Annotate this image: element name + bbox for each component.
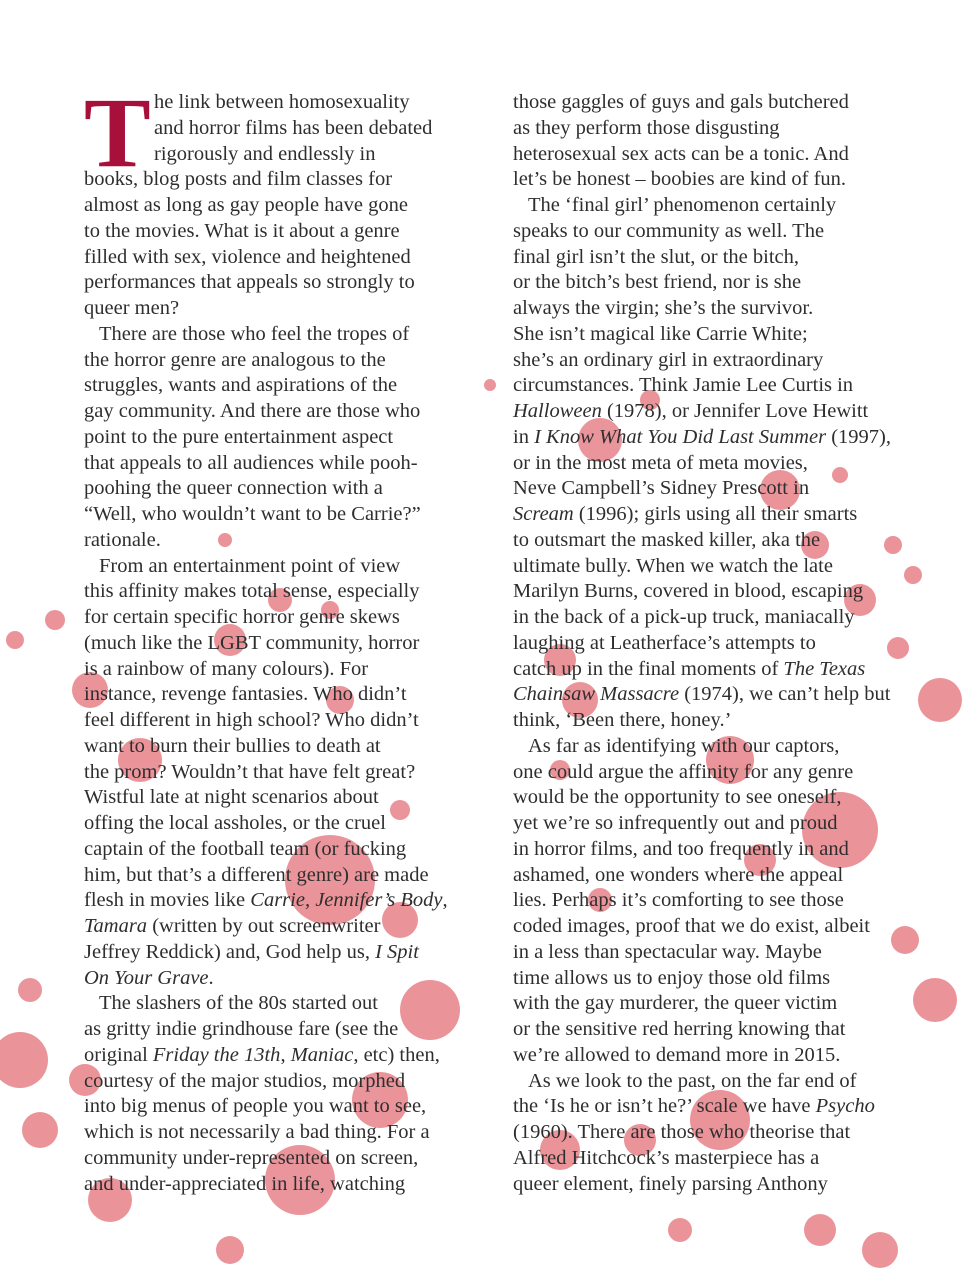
- text-line: courtesy of the major studios, morphed: [84, 1069, 406, 1092]
- text-line: and horror films has been debated: [154, 116, 433, 139]
- text-line: as they perform those disgusting: [513, 116, 780, 139]
- text-line: rigorously and endlessly in: [154, 142, 376, 165]
- text-line: offing the local assholes, or the cruel: [84, 812, 386, 834]
- text-line: him, but that’s a different genre) are made: [84, 863, 429, 886]
- text-line: lies. Perhaps it’s comforting to see those: [513, 889, 844, 912]
- text-line: or in the most meta of meta movies,: [513, 451, 808, 474]
- text-line: almost as long as gay people have gone: [84, 194, 408, 216]
- text-line: performances that appeals so strongly to: [84, 271, 415, 294]
- splatter-blob: [0, 1032, 48, 1088]
- text-line: into big menus of people you want to see,: [84, 1095, 427, 1118]
- text-line: to outsmart the masked killer, aka the: [513, 528, 821, 551]
- splatter-blob: [45, 610, 65, 630]
- text-line: ultimate bully. When we watch the late: [513, 554, 833, 577]
- splatter-blob: [216, 1236, 244, 1264]
- text-line: heterosexual sex acts can be a tonic. And: [513, 142, 849, 165]
- text-line: yet we’re so infrequently out and proud: [513, 812, 838, 834]
- text-line: queer men?: [84, 297, 180, 319]
- text-line: coded images, proof that we do exist, albeit: [513, 915, 870, 937]
- text-line: Marilyn Burns, covered in blood, escaping: [513, 580, 864, 603]
- text-line: Jeffrey Reddick) and, God help us, I Spit: [84, 940, 419, 963]
- text-line: we’re allowed to demand more in 2015.: [513, 1043, 841, 1066]
- text-line: want to burn their bullies to death at: [84, 734, 381, 757]
- text-line: the horror genre are analogous to the: [84, 348, 386, 371]
- text-line: one could argue the affinity for any genre: [513, 760, 854, 783]
- text-line: that appeals to all audiences while pooh-: [84, 451, 418, 474]
- splatter-blob: [18, 978, 42, 1002]
- text-line: he link between homosexuality: [154, 91, 410, 113]
- text-line: struggles, wants and aspirations of the: [84, 374, 398, 397]
- text-line: filled with sex, violence and heightened: [84, 245, 411, 268]
- text-line: Scream (1996); girls using all their smarts: [513, 503, 858, 525]
- text-line: or the bitch’s best friend, nor is she: [513, 271, 802, 294]
- splatter-blob: [484, 379, 496, 391]
- drop-cap: T: [84, 77, 151, 188]
- text-line: There are those who feel the tropes of: [99, 322, 410, 345]
- text-line: Halloween (1978), or Jennifer Love Hewitt: [513, 400, 869, 422]
- film-title: I Know What You Did Last Summer: [534, 425, 827, 448]
- splatter-blob: [913, 978, 957, 1022]
- text-line: catch up in the final moments of The Texas: [513, 657, 866, 680]
- text-line: always the virgin; she’s the survivor.: [513, 297, 814, 319]
- film-title: Scream: [513, 503, 574, 525]
- text-line: ashamed, one wonders where the appeal: [513, 863, 844, 886]
- text-line: (1960). There are those who theorise that: [513, 1121, 851, 1143]
- text-line: Alfred Hitchcock’s masterpiece has a: [513, 1146, 820, 1169]
- text-line: (much like the LGBT community, horror: [84, 631, 420, 654]
- text-line: rationale.: [84, 528, 161, 551]
- text-line: in a less than spectacular way. Maybe: [513, 940, 822, 963]
- text-line: as gritty indie grindhouse fare (see the: [84, 1018, 399, 1040]
- text-line: circumstances. Think Jamie Lee Curtis in: [513, 374, 854, 397]
- film-title: Tamara: [84, 915, 148, 937]
- text-line: The slashers of the 80s started out: [99, 992, 378, 1015]
- text-line: or the sensitive red herring knowing that: [513, 1018, 846, 1040]
- splatter-blob: [22, 1112, 58, 1148]
- text-line: time allows us to enjoy those old films: [513, 966, 831, 989]
- film-title: I Spit: [375, 940, 419, 963]
- text-line: and under-appreciated in life, watching: [84, 1172, 406, 1195]
- text-line: in horror films, and too frequently in and: [513, 837, 849, 860]
- text-line: On Your Grave.: [84, 966, 214, 989]
- article-column-1: [84, 77, 474, 1197]
- text-line: laughing at Leatherface’s attempts to: [513, 631, 816, 654]
- text-line: From an entertainment point of view: [99, 554, 401, 577]
- splatter-blob: [918, 678, 962, 722]
- text-line: Neve Campbell’s Sidney Prescott in: [513, 477, 810, 500]
- text-line: feel different in high school? Who didn’t: [84, 709, 419, 731]
- text-line: let’s be honest – boobies are kind of fun.: [513, 168, 847, 191]
- text-line: Chainsaw Massacre (1974), we can’t help but: [513, 683, 891, 706]
- text-line: instance, revenge fantasies. Who didn’t: [84, 683, 407, 706]
- text-line: queer element, finely parsing Anthony: [513, 1172, 828, 1195]
- text-line: original Friday the 13th, Maniac, etc) then,: [84, 1043, 440, 1066]
- text-line: final girl isn’t the slut, or the bitch,: [513, 245, 800, 268]
- text-line: to the movies. What is it about a genre: [84, 219, 400, 242]
- splatter-blob: [804, 1214, 836, 1246]
- text-line: The ‘final girl’ phenomenon certainly: [528, 194, 837, 216]
- text-line: As far as identifying with our captors,: [528, 734, 840, 757]
- splatter-blob: [668, 1218, 692, 1242]
- text-line: is a rainbow of many colours). For: [84, 657, 369, 680]
- text-line: which is not necessarily a bad thing. For a: [84, 1121, 430, 1143]
- text-line: “Well, who wouldn’t want to be Carrie?”: [84, 503, 421, 525]
- text-line: the prom? Wouldn’t that have felt great?: [84, 760, 416, 783]
- text-line: books, blog posts and film classes for: [84, 168, 393, 191]
- film-title: The Texas: [783, 657, 866, 680]
- text-line: poohing the queer connection with a: [84, 477, 383, 500]
- text-line: this affinity makes total sense, especially: [84, 580, 420, 603]
- text-line: for certain specific horror genre skews: [84, 606, 400, 628]
- text-line: with the gay murderer, the queer victim: [513, 992, 838, 1015]
- text-line: she’s an ordinary girl in extraordinary: [513, 348, 824, 371]
- text-line: in I Know What You Did Last Summer (1997),: [513, 425, 891, 448]
- text-line: in the back of a pick-up truck, maniacally: [513, 606, 855, 628]
- text-line: She isn’t magical like Carrie White;: [513, 322, 808, 345]
- splatter-blob: [6, 631, 24, 649]
- text-line: the ‘Is he or isn’t he?’ scale we have Psycho: [513, 1095, 875, 1118]
- film-title: Chainsaw Massacre: [513, 683, 680, 706]
- text-line: would be the opportunity to see oneself,: [513, 786, 842, 809]
- text-line: speaks to our community as well. The: [513, 219, 825, 242]
- text-line: think, ‘Been there, honey.’: [513, 709, 732, 731]
- article-column-2: [513, 90, 908, 1197]
- text-line: As we look to the past, on the far end of: [528, 1069, 857, 1092]
- film-title: On Your Grave: [84, 966, 209, 989]
- text-line: flesh in movies like Carrie, Jennifer’s Body,: [84, 889, 448, 912]
- text-line: gay community. And there are those who: [84, 400, 421, 422]
- film-title: Psycho: [815, 1095, 875, 1118]
- text-line: Tamara (written by out screenwriter: [84, 915, 381, 937]
- splatter-blob: [862, 1232, 898, 1268]
- film-title: Maniac: [290, 1043, 354, 1066]
- text-line: community under-represented on screen,: [84, 1146, 419, 1169]
- film-title: Halloween: [513, 400, 602, 422]
- text-line: Wistful late at night scenarios about: [84, 786, 379, 809]
- text-line: point to the pure entertainment aspect: [84, 425, 394, 448]
- text-line: those gaggles of guys and gals butchered: [513, 91, 849, 113]
- text-line: captain of the football team (or fucking: [84, 837, 407, 860]
- film-title: Carrie, Jennifer’s Body: [250, 889, 443, 912]
- film-title: Friday the 13th: [152, 1043, 281, 1066]
